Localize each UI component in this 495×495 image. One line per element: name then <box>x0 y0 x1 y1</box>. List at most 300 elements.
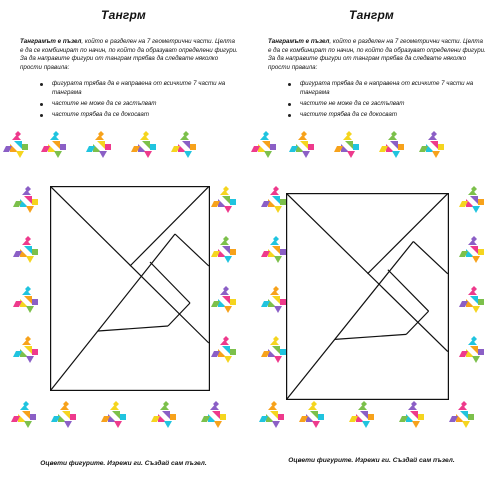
tangram-piece-icon <box>183 131 189 137</box>
tangram-piece-icon <box>392 151 400 158</box>
tangram-piece-icon <box>3 146 12 152</box>
tangram-piece-icon <box>346 131 352 137</box>
tangram-piece-icon <box>41 146 50 152</box>
tangram-piece-icon <box>32 349 38 355</box>
tangram-piece-icon <box>51 416 60 422</box>
tangram-piece-icon <box>428 135 437 140</box>
worksheet-title: Тангрм <box>349 8 394 22</box>
tangram-piece-icon <box>144 151 152 158</box>
tangram-piece-icon <box>20 249 28 257</box>
tangram-piece-icon <box>298 135 307 140</box>
tangram-piece-icon <box>222 246 230 254</box>
tangram-piece-icon <box>224 356 232 363</box>
tangram-piece-icon <box>150 144 156 150</box>
tangram-piece-icon <box>308 144 314 150</box>
tangram-piece-icon <box>10 144 18 152</box>
tangram-figure-icon <box>459 236 484 263</box>
tangram-figure-icon <box>259 401 284 428</box>
tangram-figure-icon <box>41 131 66 158</box>
tangram-piece-icon <box>471 186 477 192</box>
tangram-piece-icon <box>214 421 222 428</box>
tangram-piece-icon <box>32 299 38 305</box>
worksheet-title: Тангрм <box>101 8 146 22</box>
tangram-piece-icon <box>190 144 196 150</box>
tangram-piece-icon <box>25 286 31 292</box>
tangram-piece-icon <box>270 411 278 419</box>
tangram-piece-icon <box>345 141 353 149</box>
tangram-piece-icon <box>358 405 367 410</box>
tangram-piece-icon <box>18 414 26 422</box>
intro-text: , който е разделен на 7 геометрични части. Целта е да се комбинират по начин, по който да образуват определени фигури. За да направите фигури от танграм трябва да следвате няколко прости правила: <box>20 38 238 71</box>
tangram-piece-icon <box>274 306 282 313</box>
tangram-piece-icon <box>459 301 468 307</box>
tangram-piece-icon <box>160 405 169 410</box>
tangram-piece-icon <box>268 349 276 357</box>
tangram-piece-icon <box>341 144 349 152</box>
tangram-piece-icon <box>468 190 477 195</box>
tangram-piece-icon <box>466 199 474 207</box>
tangram-piece-icon <box>224 256 232 263</box>
tangram-piece-icon <box>230 199 236 205</box>
tangram-piece-icon <box>458 405 467 410</box>
tangram-piece-icon <box>224 206 232 213</box>
tangram-piece-icon <box>270 240 279 245</box>
tangram-piece-icon <box>220 290 229 295</box>
tangram-piece-icon <box>334 146 343 152</box>
tangram-figure-icon <box>449 401 474 428</box>
tangram-piece-icon <box>273 286 279 292</box>
tangram-piece-icon <box>26 206 34 213</box>
tangram-piece-icon <box>308 405 317 410</box>
tangram-piece-icon <box>459 251 468 257</box>
tangram-figure-icon <box>261 186 286 213</box>
tangram-piece-icon <box>418 414 424 420</box>
tangram-piece-icon <box>151 416 160 422</box>
tangram-figure-icon <box>379 131 404 158</box>
tangram-piece-icon <box>14 141 22 149</box>
tangram-piece-icon <box>212 411 220 419</box>
tangram-piece-icon <box>60 405 69 410</box>
tangram-piece-icon <box>362 421 370 428</box>
tangram-figure-icon <box>13 186 38 213</box>
tangram-piece-icon <box>25 236 31 242</box>
tangram-piece-icon <box>472 356 480 363</box>
tangram-piece-icon <box>218 199 226 207</box>
tangram-piece-icon <box>299 416 308 422</box>
tangram-piece-icon <box>86 146 95 152</box>
tangram-piece-icon <box>459 351 468 357</box>
tangram-figure-icon <box>261 286 286 313</box>
tangram-piece-icon <box>22 240 31 245</box>
tangram-piece-icon <box>468 340 477 345</box>
tangram-piece-icon <box>430 141 438 149</box>
tangram-piece-icon <box>390 141 398 149</box>
tangram-figure-icon <box>299 401 324 428</box>
tangram-figure-icon <box>261 336 286 363</box>
tangram-piece-icon <box>63 401 69 407</box>
tangram-piece-icon <box>251 146 260 152</box>
tangram-piece-icon <box>273 236 279 242</box>
tangram-figure-icon <box>101 401 126 428</box>
tangram-piece-icon <box>97 141 105 149</box>
tangram-piece-icon <box>223 236 229 242</box>
tangram-piece-icon <box>274 206 282 213</box>
tangram-piece-icon <box>311 401 317 407</box>
tangram-piece-icon <box>478 349 484 355</box>
tangram-outline-icon <box>50 186 210 391</box>
tangram-piece-icon <box>262 141 270 149</box>
tangram-piece-icon <box>20 349 28 357</box>
tangram-piece-icon <box>391 131 397 137</box>
tangram-piece-icon <box>261 201 270 207</box>
tangram-piece-icon <box>478 249 484 255</box>
tangram-piece-icon <box>164 421 172 428</box>
tangram-piece-icon <box>398 144 404 150</box>
rule-item: частите трябва да се докосват <box>40 111 240 120</box>
worksheet-footer: Оцвети фигурите. Изрежи ги. Създай сам пъзел. <box>40 460 207 467</box>
tangram-piece-icon <box>11 416 20 422</box>
tangram-piece-icon <box>13 201 22 207</box>
worksheet-left <box>0 0 247 495</box>
tangram-piece-icon <box>220 414 226 420</box>
tangram-piece-icon <box>70 414 76 420</box>
tangram-piece-icon <box>222 296 230 304</box>
tangram-piece-icon <box>218 349 226 357</box>
tangram-piece-icon <box>270 144 276 150</box>
tangram-piece-icon <box>460 411 468 419</box>
tangram-piece-icon <box>15 131 21 137</box>
tangram-board <box>50 186 210 391</box>
tangram-piece-icon <box>143 131 149 137</box>
tangram-piece-icon <box>26 356 34 363</box>
tangram-piece-icon <box>58 414 66 422</box>
tangram-piece-icon <box>162 411 170 419</box>
tangram-piece-icon <box>406 414 414 422</box>
tangram-piece-icon <box>466 299 474 307</box>
tangram-piece-icon <box>114 421 122 428</box>
tangram-figure-icon <box>459 336 484 363</box>
tangram-piece-icon <box>230 249 236 255</box>
rules-list <box>288 80 488 122</box>
rule-item: фигурата трябва да е направена от всичките 7 части на танграма <box>40 80 240 97</box>
tangram-piece-icon <box>170 414 176 420</box>
tangram-piece-icon <box>52 141 60 149</box>
tangram-piece-icon <box>223 186 229 192</box>
tangram-piece-icon <box>24 296 32 304</box>
tangram-piece-icon <box>472 306 480 313</box>
tangram-piece-icon <box>353 144 359 150</box>
tangram-piece-icon <box>99 151 107 158</box>
tangram-piece-icon <box>64 421 72 428</box>
tangram-piece-icon <box>113 401 119 407</box>
tangram-piece-icon <box>431 131 437 137</box>
tangram-piece-icon <box>410 411 418 419</box>
tangram-piece-icon <box>95 135 104 140</box>
tangram-piece-icon <box>201 416 210 422</box>
tangram-piece-icon <box>438 144 444 150</box>
tangram-piece-icon <box>105 144 111 150</box>
intro-bold: Танграмът е пъзел <box>20 38 82 45</box>
tangram-piece-icon <box>26 306 34 313</box>
tangram-piece-icon <box>54 151 62 158</box>
tangram-piece-icon <box>411 401 417 407</box>
tangram-piece-icon <box>268 405 277 410</box>
tangram-piece-icon <box>110 405 119 410</box>
tangram-piece-icon <box>16 151 24 158</box>
tangram-piece-icon <box>470 196 478 204</box>
tangram-piece-icon <box>224 306 232 313</box>
tangram-piece-icon <box>158 414 166 422</box>
tangram-piece-icon <box>108 414 116 422</box>
tangram-piece-icon <box>272 296 280 304</box>
tangram-piece-icon <box>356 414 364 422</box>
tangram-piece-icon <box>22 340 31 345</box>
tangram-piece-icon <box>263 131 269 137</box>
tangram-figure-icon <box>51 401 76 428</box>
tangram-piece-icon <box>461 401 467 407</box>
tangram-piece-icon <box>20 199 28 207</box>
tangram-piece-icon <box>419 146 428 152</box>
tangram-piece-icon <box>462 421 470 428</box>
tangram-piece-icon <box>318 414 324 420</box>
tangram-piece-icon <box>312 421 320 428</box>
intro-paragraph <box>20 38 240 72</box>
tangram-piece-icon <box>261 301 270 307</box>
tangram-figure-icon <box>251 131 276 158</box>
tangram-piece-icon <box>13 351 22 357</box>
tangram-piece-icon <box>140 135 149 140</box>
tangram-piece-icon <box>274 256 282 263</box>
tangram-piece-icon <box>471 336 477 342</box>
tangram-piece-icon <box>468 290 477 295</box>
tangram-piece-icon <box>24 196 32 204</box>
tangram-piece-icon <box>472 256 480 263</box>
tangram-piece-icon <box>25 186 31 192</box>
tangram-figure-icon <box>3 131 28 158</box>
tangram-piece-icon <box>470 296 478 304</box>
intro-text: , който е разделен на 7 геометрични части. Целта е да се комбинират по начин, по който да образуват определени фигури. За да направите фигури от танграм трябва да следвате няколко прости правила: <box>268 38 486 71</box>
tangram-piece-icon <box>53 131 59 137</box>
tangram-figure-icon <box>131 131 156 158</box>
tangram-piece-icon <box>270 290 279 295</box>
tangram-piece-icon <box>220 240 229 245</box>
tangram-board <box>286 193 449 400</box>
tangram-piece-icon <box>163 401 169 407</box>
tangram-piece-icon <box>470 246 478 254</box>
tangram-piece-icon <box>272 346 280 354</box>
tangram-outline-icon <box>286 193 449 400</box>
tangram-piece-icon <box>466 249 474 257</box>
worksheet-footer: Оцвети фигурите. Изрежи ги. Създай сам пъзел. <box>288 457 455 464</box>
tangram-piece-icon <box>471 286 477 292</box>
tangram-piece-icon <box>22 411 30 419</box>
tangram-figure-icon <box>171 131 196 158</box>
tangram-figure-icon <box>261 236 286 263</box>
tangram-piece-icon <box>112 411 120 419</box>
tangram-piece-icon <box>182 141 190 149</box>
tangram-piece-icon <box>270 340 279 345</box>
tangram-piece-icon <box>368 414 374 420</box>
tangram-piece-icon <box>220 340 229 345</box>
tangram-piece-icon <box>408 405 417 410</box>
tangram-figure-icon <box>211 186 236 213</box>
tangram-piece-icon <box>273 186 279 192</box>
tangram-figure-icon <box>399 401 424 428</box>
tangram-piece-icon <box>101 416 110 422</box>
tangram-piece-icon <box>432 151 440 158</box>
tangram-piece-icon <box>466 349 474 357</box>
tangram-piece-icon <box>26 256 34 263</box>
tangram-piece-icon <box>270 190 279 195</box>
tangram-piece-icon <box>302 151 310 158</box>
tangram-piece-icon <box>266 414 274 422</box>
tangram-piece-icon <box>360 411 368 419</box>
tangram-piece-icon <box>273 336 279 342</box>
tangram-figure-icon <box>13 236 38 263</box>
tangram-piece-icon <box>184 151 192 158</box>
tangram-piece-icon <box>301 131 307 137</box>
tangram-piece-icon <box>22 290 31 295</box>
tangram-piece-icon <box>222 196 230 204</box>
tangram-piece-icon <box>343 135 352 140</box>
tangram-piece-icon <box>20 299 28 307</box>
tangram-piece-icon <box>379 146 388 152</box>
tangram-piece-icon <box>478 299 484 305</box>
tangram-piece-icon <box>272 196 280 204</box>
tangram-piece-icon <box>260 135 269 140</box>
tangram-piece-icon <box>399 416 408 422</box>
tangram-piece-icon <box>24 421 32 428</box>
tangram-figure-icon <box>151 401 176 428</box>
tangram-piece-icon <box>24 246 32 254</box>
tangram-piece-icon <box>272 421 280 428</box>
tangram-piece-icon <box>478 199 484 205</box>
tangram-piece-icon <box>268 249 276 257</box>
tangram-piece-icon <box>412 421 420 428</box>
intro-bold: Танграмът е пъзел <box>268 38 330 45</box>
tangram-figure-icon <box>211 286 236 313</box>
tangram-piece-icon <box>218 299 226 307</box>
tangram-piece-icon <box>261 251 270 257</box>
tangram-piece-icon <box>223 336 229 342</box>
tangram-figure-icon <box>419 131 444 158</box>
tangram-piece-icon <box>25 336 31 342</box>
rule-item: частите не може да се застъпват <box>288 100 488 109</box>
intro-paragraph <box>268 38 488 72</box>
tangram-piece-icon <box>211 351 220 357</box>
tangram-piece-icon <box>261 351 270 357</box>
rule-item: фигурата трябва да е направена от всичките 7 части на танграма <box>288 80 488 97</box>
tangram-piece-icon <box>138 144 146 152</box>
tangram-piece-icon <box>449 416 458 422</box>
tangram-piece-icon <box>230 299 236 305</box>
tangram-figure-icon <box>13 336 38 363</box>
rule-item: частите трябва да се докосват <box>288 111 488 120</box>
tangram-figure-icon <box>211 236 236 263</box>
tangram-piece-icon <box>472 206 480 213</box>
worksheet-right <box>248 0 495 495</box>
tangram-piece-icon <box>274 356 282 363</box>
tangram-piece-icon <box>131 146 140 152</box>
tangram-piece-icon <box>178 144 186 152</box>
rule-item: частите не може да се застъпват <box>40 100 240 109</box>
tangram-piece-icon <box>30 414 36 420</box>
tangram-piece-icon <box>456 414 464 422</box>
tangram-piece-icon <box>296 144 304 152</box>
tangram-piece-icon <box>300 141 308 149</box>
tangram-piece-icon <box>268 299 276 307</box>
tangram-piece-icon <box>32 249 38 255</box>
tangram-piece-icon <box>32 199 38 205</box>
tangram-figure-icon <box>459 186 484 213</box>
tangram-piece-icon <box>264 151 272 158</box>
tangram-piece-icon <box>223 286 229 292</box>
tangram-piece-icon <box>23 401 29 407</box>
tangram-piece-icon <box>50 135 59 140</box>
rules-list <box>40 80 240 122</box>
tangram-piece-icon <box>230 349 236 355</box>
tangram-piece-icon <box>22 144 28 150</box>
tangram-piece-icon <box>388 135 397 140</box>
tangram-piece-icon <box>386 144 394 152</box>
tangram-figure-icon <box>13 286 38 313</box>
tangram-piece-icon <box>98 131 104 137</box>
tangram-piece-icon <box>120 414 126 420</box>
tangram-piece-icon <box>62 411 70 419</box>
tangram-piece-icon <box>468 414 474 420</box>
tangram-piece-icon <box>459 201 468 207</box>
tangram-piece-icon <box>426 144 434 152</box>
tangram-piece-icon <box>93 144 101 152</box>
tangram-figure-icon <box>349 401 374 428</box>
tangram-piece-icon <box>272 246 280 254</box>
tangram-piece-icon <box>306 414 314 422</box>
tangram-piece-icon <box>278 414 284 420</box>
tangram-piece-icon <box>210 405 219 410</box>
tangram-piece-icon <box>13 301 22 307</box>
tangram-piece-icon <box>211 251 220 257</box>
tangram-figure-icon <box>459 286 484 313</box>
tangram-figure-icon <box>11 401 36 428</box>
tangram-piece-icon <box>22 190 31 195</box>
tangram-piece-icon <box>142 141 150 149</box>
tangram-figure-icon <box>211 336 236 363</box>
tangram-piece-icon <box>468 240 477 245</box>
tangram-piece-icon <box>211 201 220 207</box>
tangram-piece-icon <box>258 144 266 152</box>
tangram-figure-icon <box>289 131 314 158</box>
tangram-piece-icon <box>20 405 29 410</box>
tangram-piece-icon <box>13 251 22 257</box>
tangram-figure-icon <box>334 131 359 158</box>
tangram-figure-icon <box>201 401 226 428</box>
tangram-piece-icon <box>471 236 477 242</box>
tangram-piece-icon <box>361 401 367 407</box>
tangram-piece-icon <box>211 301 220 307</box>
tangram-piece-icon <box>271 401 277 407</box>
tangram-piece-icon <box>220 190 229 195</box>
tangram-piece-icon <box>259 416 268 422</box>
tangram-piece-icon <box>208 414 216 422</box>
tangram-piece-icon <box>171 146 180 152</box>
tangram-piece-icon <box>470 346 478 354</box>
tangram-piece-icon <box>60 144 66 150</box>
tangram-piece-icon <box>218 249 226 257</box>
tangram-piece-icon <box>310 411 318 419</box>
tangram-piece-icon <box>213 401 219 407</box>
tangram-piece-icon <box>48 144 56 152</box>
tangram-piece-icon <box>347 151 355 158</box>
